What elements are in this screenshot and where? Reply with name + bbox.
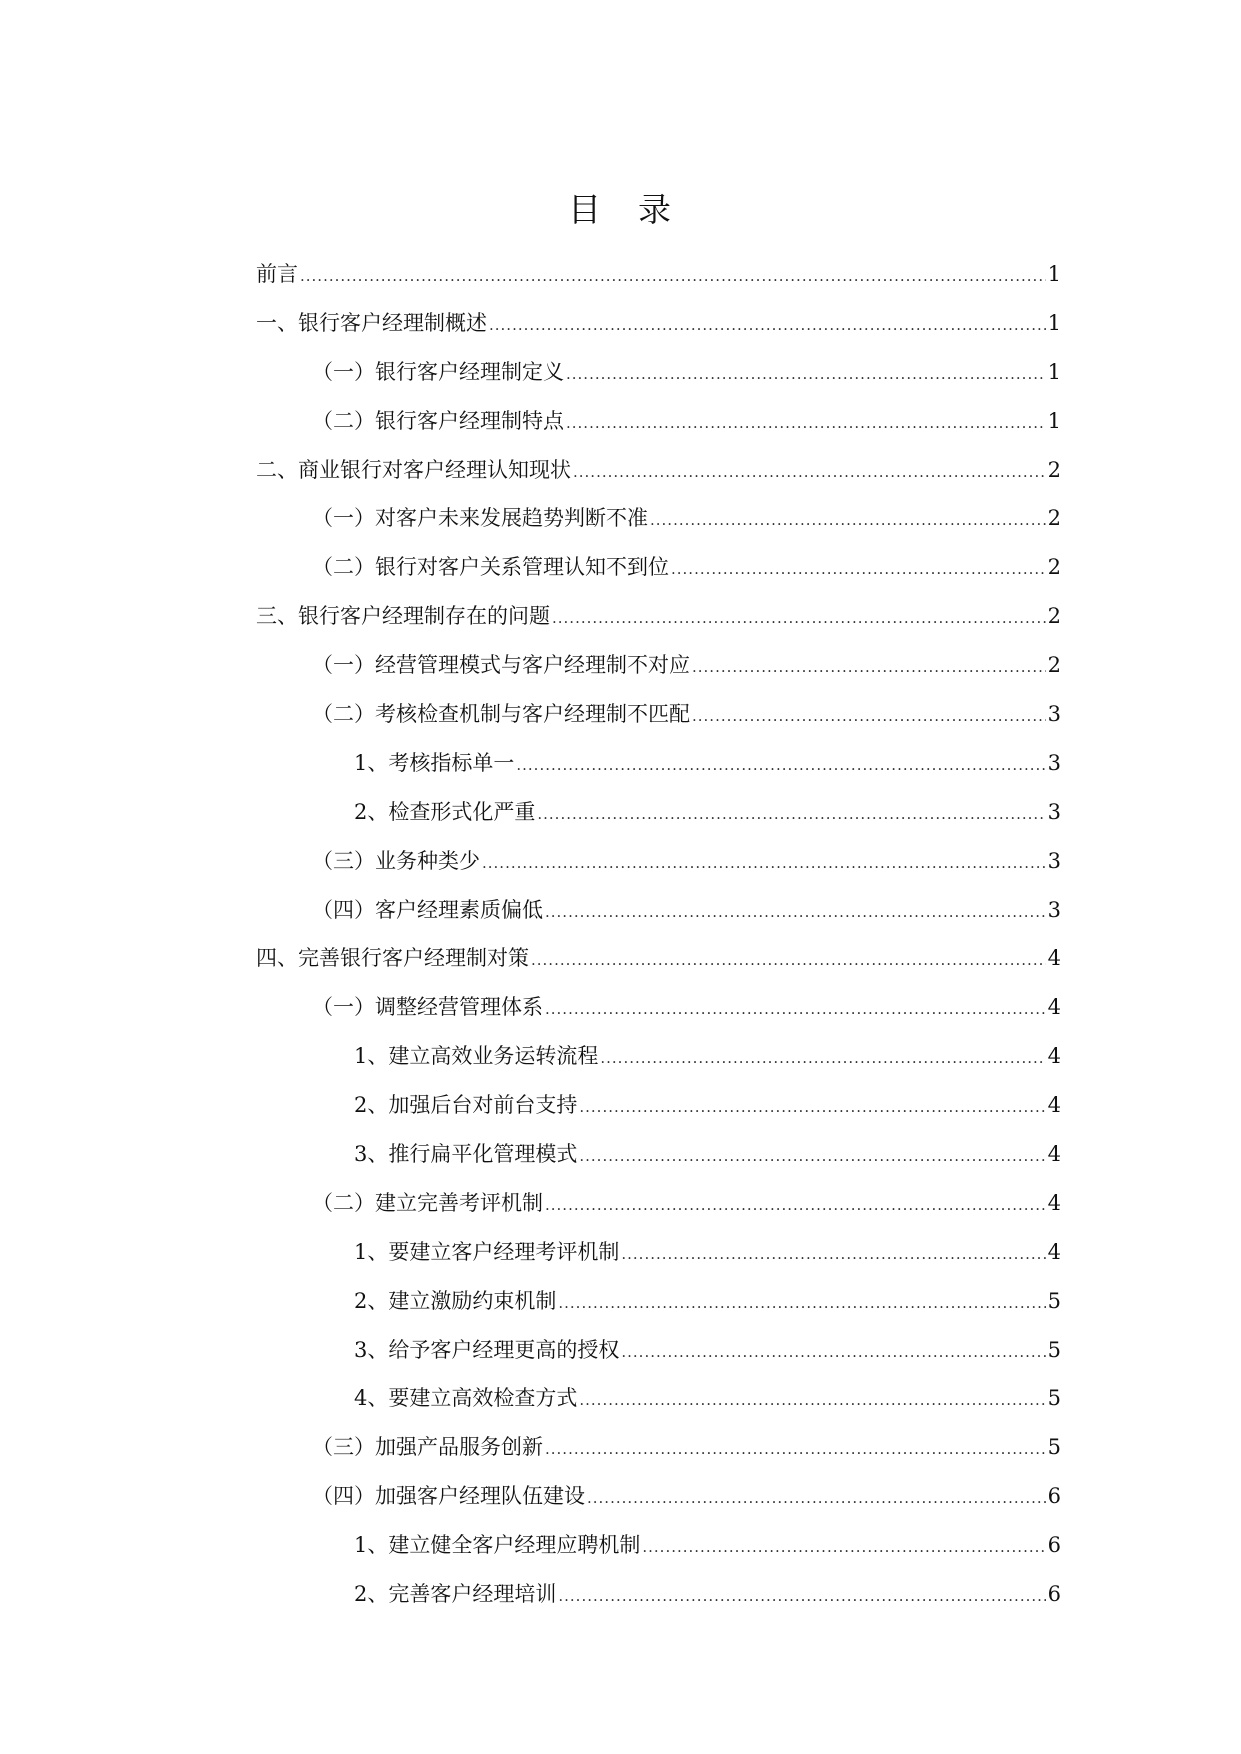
- toc-dot-leader: [482, 839, 1046, 888]
- toc-dot-leader: [579, 1376, 1045, 1425]
- toc-entry-label: 2、检查形式化严重: [354, 799, 536, 824]
- toc-entry-page-number: 5: [1047, 1386, 1061, 1411]
- toc-entry-label: （一）调整经营管理体系: [312, 995, 543, 1020]
- toc-entry-page-number: 1: [1047, 359, 1061, 384]
- toc-entry-page-number: 1: [1047, 408, 1061, 433]
- toc-entry-label: （四）客户经理素质偏低: [312, 897, 543, 922]
- toc-entry-page-number: 1: [1047, 262, 1061, 286]
- toc-entry[interactable]: [256, 1228, 1061, 1277]
- toc-entry-page-number: 5: [1047, 1288, 1061, 1313]
- toc-entry[interactable]: [256, 299, 1061, 348]
- toc-entry-page-number: 4: [1047, 946, 1061, 971]
- toc-entry-page-number: 1: [1047, 310, 1061, 335]
- toc-title: 目 录: [568, 190, 673, 229]
- toc-entry[interactable]: [256, 1472, 1061, 1521]
- toc-entry-label: 1、建立健全客户经理应聘机制: [354, 1533, 641, 1558]
- toc-entry-page-number: 5: [1047, 1435, 1061, 1460]
- toc-dot-leader: [545, 1425, 1046, 1474]
- toc-entry[interactable]: [256, 348, 1061, 397]
- toc-dot-leader: [650, 496, 1046, 545]
- toc-dot-leader: [531, 936, 1046, 985]
- toc-dot-leader: [600, 1034, 1045, 1083]
- toc-entry-page-number: 5: [1047, 1337, 1061, 1362]
- toc-entry-label: （二）建立完善考评机制: [312, 1190, 543, 1215]
- toc-dot-leader: [642, 1523, 1045, 1572]
- toc-dot-leader: [573, 448, 1046, 497]
- toc-dot-leader: [489, 301, 1046, 350]
- toc-entry-label: 1、建立高效业务运转流程: [354, 1044, 599, 1069]
- toc-entry-label: 2、建立激励约束机制: [354, 1288, 557, 1313]
- toc-entry-label: （二）考核检查机制与客户经理制不匹配: [312, 702, 690, 727]
- toc-dot-leader: [300, 252, 1046, 301]
- toc-entry[interactable]: [256, 397, 1061, 446]
- toc-entry[interactable]: [256, 494, 1061, 543]
- toc-entry-label: 二、商业银行对客户经理认知现状: [256, 457, 571, 482]
- toc-dot-leader: [692, 643, 1046, 692]
- toc-entry[interactable]: [256, 1423, 1061, 1472]
- toc-entry-page-number: 3: [1047, 702, 1061, 727]
- toc-dot-leader: [545, 985, 1046, 1034]
- toc-entry-page-number: 3: [1047, 848, 1061, 873]
- toc-entry-page-number: 3: [1047, 897, 1061, 922]
- toc-entry-page-number: 6: [1047, 1533, 1061, 1558]
- toc-dot-leader: [537, 790, 1045, 839]
- toc-entry[interactable]: [256, 1326, 1061, 1375]
- toc-dot-leader: [566, 399, 1046, 448]
- toc-entry[interactable]: [256, 1081, 1061, 1130]
- toc-entry-label: （三）加强产品服务创新: [312, 1435, 543, 1460]
- toc-entry-page-number: 2: [1047, 555, 1061, 580]
- toc-entry-label: 3、给予客户经理更高的授权: [354, 1337, 620, 1362]
- toc-entry-page-number: 2: [1047, 653, 1061, 678]
- toc-entry-label: 1、要建立客户经理考评机制: [354, 1239, 620, 1264]
- table-of-contents: [256, 250, 1061, 1619]
- toc-entry-label: 4、要建立高效检查方式: [354, 1386, 578, 1411]
- toc-entry-page-number: 2: [1047, 457, 1061, 482]
- toc-entry[interactable]: [256, 1521, 1061, 1570]
- toc-dot-leader: [516, 741, 1045, 790]
- toc-entry-label: 前言: [256, 262, 298, 286]
- toc-entry[interactable]: [256, 934, 1061, 983]
- toc-entry-page-number: 2: [1047, 506, 1061, 531]
- toc-entry[interactable]: [256, 641, 1061, 690]
- toc-entry-label: 2、加强后台对前台支持: [354, 1093, 578, 1118]
- toc-entry[interactable]: [256, 1277, 1061, 1326]
- toc-entry-page-number: 6: [1047, 1484, 1061, 1509]
- toc-entry-label: （四）加强客户经理队伍建设: [312, 1484, 585, 1509]
- toc-dot-leader: [545, 888, 1046, 937]
- toc-entry-page-number: 4: [1047, 1093, 1061, 1118]
- toc-entry[interactable]: [256, 886, 1061, 935]
- toc-entry-label: 四、完善银行客户经理制对策: [256, 946, 529, 971]
- toc-dot-leader: [579, 1132, 1045, 1181]
- toc-entry-label: （二）银行对客户关系管理认知不到位: [312, 555, 669, 580]
- toc-dot-leader: [558, 1572, 1045, 1621]
- toc-entry-label: （一）经营管理模式与客户经理制不对应: [312, 653, 690, 678]
- toc-entry-label: 2、完善客户经理培训: [354, 1582, 557, 1607]
- toc-entry-label: 一、银行客户经理制概述: [256, 310, 487, 335]
- toc-dot-leader: [621, 1328, 1045, 1377]
- toc-entry-page-number: 4: [1047, 1142, 1061, 1167]
- toc-entry-page-number: 3: [1047, 750, 1061, 775]
- toc-entry[interactable]: [256, 543, 1061, 592]
- toc-dot-leader: [692, 692, 1046, 741]
- toc-entry-label: （三）业务种类少: [312, 848, 480, 873]
- toc-dot-leader: [552, 594, 1046, 643]
- toc-entry-page-number: 2: [1047, 604, 1061, 629]
- toc-entry-page-number: 4: [1047, 1044, 1061, 1069]
- toc-entry-label: （二）银行客户经理制特点: [312, 408, 564, 433]
- toc-entry[interactable]: [256, 250, 1061, 299]
- toc-entry[interactable]: [256, 592, 1061, 641]
- toc-entry-page-number: 4: [1047, 1190, 1061, 1215]
- toc-entry-label: 3、推行扁平化管理模式: [354, 1142, 578, 1167]
- toc-entry-label: （一）对客户未来发展趋势判断不准: [312, 506, 648, 531]
- toc-dot-leader: [621, 1230, 1045, 1279]
- toc-entry-page-number: 6: [1047, 1582, 1061, 1607]
- toc-dot-leader: [579, 1083, 1045, 1132]
- toc-entry[interactable]: [256, 446, 1061, 495]
- toc-entry[interactable]: [256, 1130, 1061, 1179]
- toc-entry-label: 1、考核指标单一: [354, 750, 515, 775]
- toc-entry-label: 三、银行客户经理制存在的问题: [256, 604, 550, 629]
- toc-entry-label: （一）银行客户经理制定义: [312, 359, 564, 384]
- toc-entry[interactable]: [256, 1179, 1061, 1228]
- toc-entry[interactable]: [256, 1374, 1061, 1423]
- toc-entry[interactable]: [256, 788, 1061, 837]
- toc-entry-page-number: 4: [1047, 995, 1061, 1020]
- toc-entry[interactable]: [256, 739, 1061, 788]
- toc-entry[interactable]: [256, 837, 1061, 886]
- toc-entry[interactable]: [256, 690, 1061, 739]
- toc-entry[interactable]: [256, 1570, 1061, 1619]
- toc-dot-leader: [545, 1181, 1046, 1230]
- toc-dot-leader: [566, 350, 1046, 399]
- toc-dot-leader: [671, 545, 1046, 594]
- toc-dot-leader: [587, 1474, 1046, 1523]
- toc-dot-leader: [558, 1279, 1045, 1328]
- toc-entry[interactable]: [256, 1032, 1061, 1081]
- toc-entry-page-number: 3: [1047, 799, 1061, 824]
- toc-entry[interactable]: [256, 983, 1061, 1032]
- toc-entry-page-number: 4: [1047, 1239, 1061, 1264]
